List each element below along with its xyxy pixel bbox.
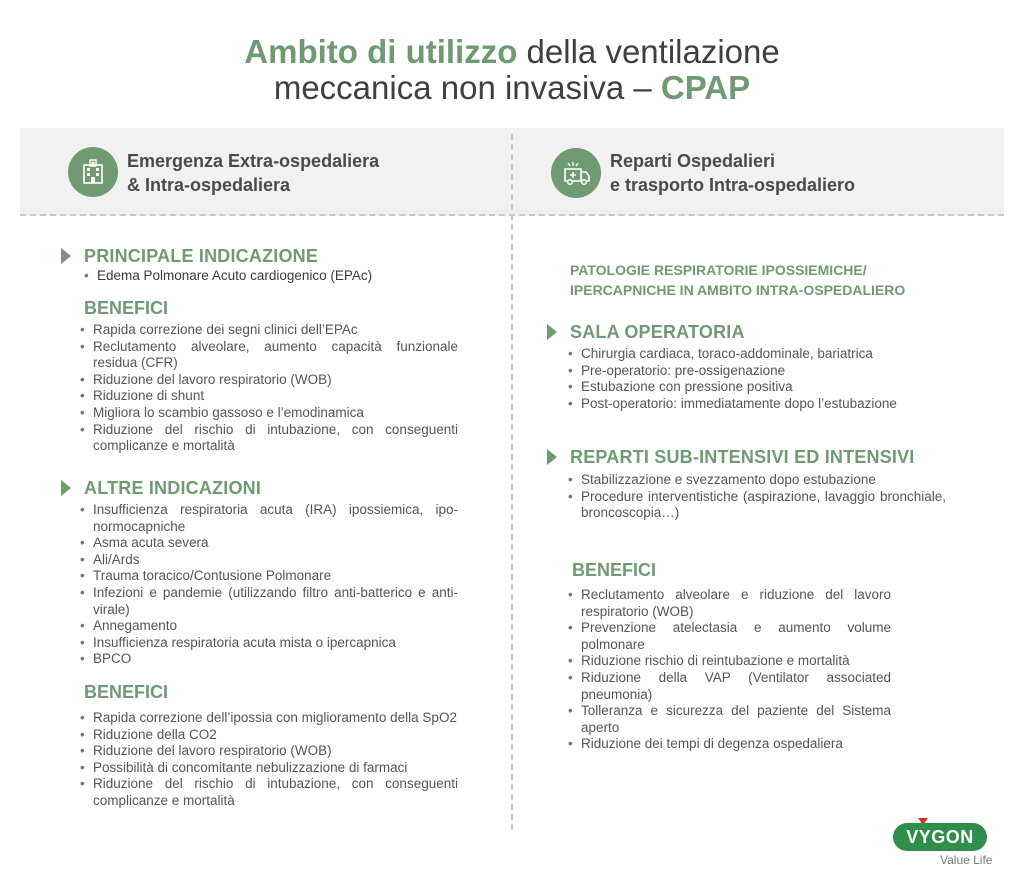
- list-item: • Asma acuta severa: [80, 535, 458, 552]
- benefici-heading: BENEFICI: [84, 682, 169, 702]
- benefici-heading: BENEFICI: [572, 560, 657, 580]
- vygon-logo: VYGON: [893, 823, 987, 851]
- list-item: • Procedure interventistiche (aspirazione, lavaggio bronchiale, broncoscopia…): [568, 489, 946, 522]
- list-item: • Post-operatorio: immediatamente dopo l’estubazione: [568, 396, 953, 413]
- list-item: • BPCO: [80, 651, 458, 668]
- ambulance-icon: [551, 148, 601, 198]
- list-item: • Trauma toracico/Contusione Polmonare: [80, 568, 458, 585]
- triangle-bullet-icon: [61, 480, 71, 496]
- sala-operatoria-heading: SALA OPERATORIA: [570, 321, 745, 343]
- list-item: • Chirurgia cardiaca, toraco-addominale, bariatrica: [568, 346, 953, 363]
- list-item: • Reclutamento alveolare, aumento capacità funzionale residua (CFR): [80, 339, 458, 372]
- list-item: • Prevenzione atelectasia e aumento volume polmonare: [568, 620, 891, 653]
- triangle-bullet-icon: [61, 248, 71, 264]
- reparti-list: [568, 472, 946, 522]
- page-title: Ambito di utilizzo della ventilazione meccanica non invasiva – CPAP: [244, 33, 780, 106]
- hospital-building-icon: [68, 147, 118, 197]
- left-column-header: Emergenza Extra-ospedaliera & Intra-ospedaliera: [127, 151, 380, 195]
- benefici-list: [80, 322, 458, 455]
- triangle-bullet-icon: [547, 324, 557, 340]
- right-column-header: Reparti Ospedalieri e trasporto Intra-ospedaliero: [610, 151, 856, 195]
- list-item: • Infezioni e pandemie (utilizzando filtro anti-batterico e anti-virale): [80, 585, 458, 618]
- list-item: • Tolleranza e sicurezza del paziente del Sistema aperto: [568, 703, 891, 736]
- list-item: • Riduzione del rischio di intubazione, con conseguenti complicanze e mortalità: [80, 776, 458, 809]
- benefici-list: [568, 587, 891, 753]
- list-item: • Insufficienza respiratoria acuta mista o ipercapnica: [80, 635, 458, 652]
- list-item: • Stabilizzazione e svezzamento dopo estubazione: [568, 472, 946, 489]
- principale-indicazione-heading: PRINCIPALE INDICAZIONE: [84, 245, 318, 267]
- altre-indicazioni-list: [80, 502, 458, 668]
- list-item: • Rapida correzione dei segni clinici dell’EPAc: [80, 322, 458, 339]
- list-item: • Riduzione del lavoro respiratorio (WOB): [80, 743, 458, 760]
- list-item: • Riduzione di shunt: [80, 388, 458, 405]
- list-item: • Riduzione dei tempi di degenza ospedaliera: [568, 736, 891, 753]
- list-item: • Estubazione con pressione positiva: [568, 379, 953, 396]
- triangle-bullet-icon: [547, 449, 557, 465]
- list-item: • Annegamento: [80, 618, 458, 635]
- list-item: • Riduzione della CO2: [80, 727, 458, 744]
- list-item: • Ali/Ards: [80, 552, 458, 569]
- list-item: • Possibilità di concomitante nebulizzazione di farmaci: [80, 760, 458, 777]
- list-item: • Riduzione del rischio di intubazione, con conseguenti complicanze e mortalità: [80, 422, 458, 455]
- sala-operatoria-list: [568, 346, 953, 412]
- principale-list: [84, 268, 464, 285]
- list-item: • Riduzione della VAP (Ventilator associated pneumonia): [568, 670, 891, 703]
- list-item: • Pre-operatorio: pre-ossigenazione: [568, 363, 953, 380]
- benefici-list: [80, 710, 458, 810]
- list-item: • Rapida correzione dell’ipossia con miglioramento della SpO2: [80, 710, 458, 727]
- logo-tagline: Value Life: [940, 853, 993, 867]
- list-item: • Reclutamento alveolare e riduzione del lavoro respiratorio (WOB): [568, 587, 891, 620]
- list-item: • Migliora lo scambio gassoso e l’emodinamica: [80, 405, 458, 422]
- list-item: • Riduzione del lavoro respiratorio (WOB): [80, 372, 458, 389]
- list-item: • Edema Polmonare Acuto cardiogenico (EPAc): [84, 268, 464, 285]
- list-item: • Insufficienza respiratoria acuta (IRA) ipossiemica, ipo-normocapniche: [80, 502, 458, 535]
- column-divider: [511, 134, 513, 830]
- benefici-heading: BENEFICI: [84, 298, 169, 318]
- reparti-heading: REPARTI SUB-INTENSIVI ED INTENSIVI: [570, 446, 915, 468]
- list-item: • Riduzione rischio di reintubazione e mortalità: [568, 653, 891, 670]
- patologie-heading: PATOLOGIE RESPIRATORIE IPOSSIEMICHE/ IPERCAPNICHE IN AMBITO INTRA-OSPEDALIERO: [570, 262, 906, 298]
- altre-indicazioni-heading: ALTRE INDICAZIONI: [84, 477, 261, 499]
